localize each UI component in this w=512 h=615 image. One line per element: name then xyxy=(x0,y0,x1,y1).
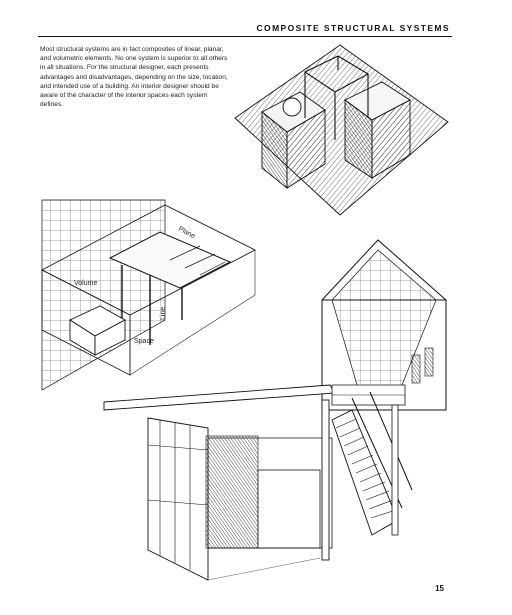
label-plane: Plane xyxy=(177,225,197,241)
label-volume: Volume xyxy=(74,280,98,287)
page-number: 15 xyxy=(435,584,444,593)
label-line: Line xyxy=(160,306,167,320)
page-header-title: COMPOSITE STRUCTURAL SYSTEMS xyxy=(256,23,450,33)
label-space: Space xyxy=(134,338,154,345)
intro-paragraph: Most structural systems are in fact composites of linear, planar, and volumetric elements. No one system is superior to all others in all situations. For the structural designer, each presents advantages and disadvantages, depending on the size, location, and intended use of a building. An interior designer should be aware of the character of the interior spaces each system defines. xyxy=(40,46,228,109)
